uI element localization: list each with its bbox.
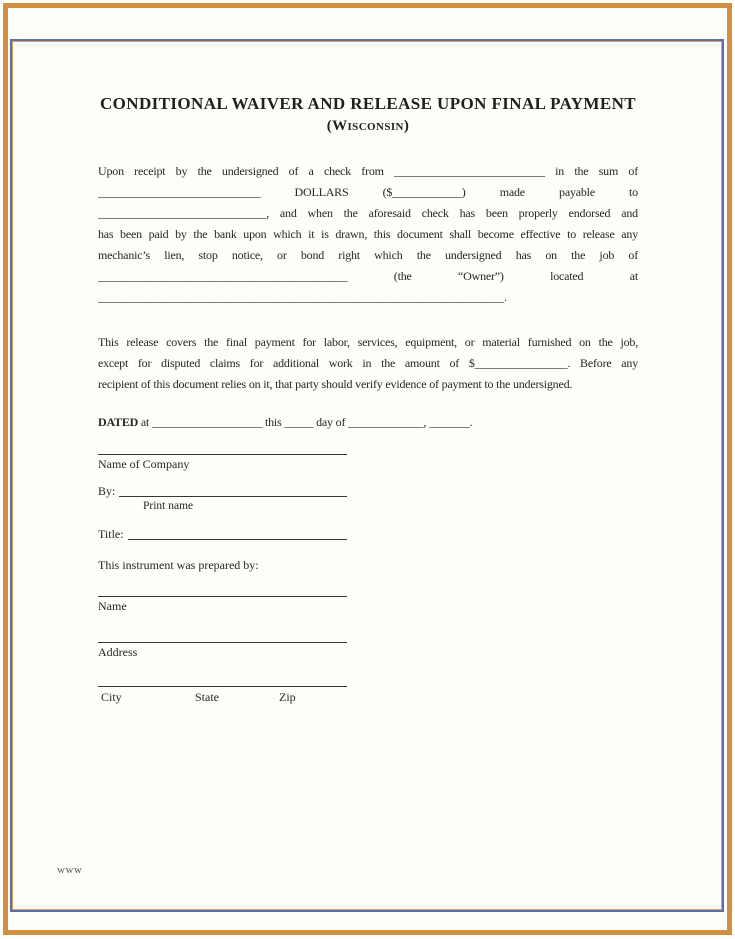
city-state-zip-labels	[98, 690, 347, 705]
paragraph1-line: ___________________________________________ (the “Owner”) located at	[98, 269, 638, 283]
title-row	[98, 527, 347, 542]
paragraph-coverage-statement	[98, 332, 638, 395]
watermark-text: www	[57, 864, 83, 876]
title-line	[128, 529, 347, 540]
by-signature-line	[119, 486, 347, 497]
name-of-company-label: Name of Company	[98, 457, 190, 471]
document-content	[98, 93, 638, 705]
address-line	[98, 642, 347, 643]
document-title: CONDITIONAL WAIVER AND RELEASE UPON FINAL PAYMENT	[100, 94, 636, 113]
print-name-label: Print name	[143, 500, 194, 512]
dated-label: DATED	[98, 415, 139, 429]
signature-block	[98, 454, 347, 705]
city-label: City	[101, 690, 122, 704]
dated-line	[98, 412, 638, 433]
paragraph1-line: ____________________________ DOLLARS ($____________) made payable to	[98, 185, 638, 199]
paragraph1-line: _____________________________, and when the aforesaid check has been properly endorsed and	[98, 206, 638, 220]
by-row	[98, 484, 347, 499]
prepared-by-label: This instrument was prepared by:	[98, 558, 259, 572]
paragraph1-line: has been paid by the bank upon which it is drawn, this document shall become effective to release any	[98, 227, 638, 241]
paragraph-release-terms	[98, 161, 638, 308]
company-signature-line	[98, 454, 347, 455]
document-subtitle: (Wisconsin)	[326, 118, 410, 134]
paragraph2-line: recipient of this document relies on it, that party should verify evidence of payment to the undersigned.	[98, 377, 573, 391]
zip-label: Zip	[279, 690, 296, 704]
address-label: Address	[98, 645, 138, 659]
paragraph1-line: mechanic’s lien, stop notice, or bond right which the undersigned has on the job of	[98, 248, 638, 262]
name-label: Name	[98, 599, 127, 613]
title-label: Title:	[98, 527, 124, 541]
name-line	[98, 596, 347, 597]
city-state-zip-line	[98, 686, 347, 687]
paragraph1-line: ______________________________________________________________________.	[98, 290, 507, 304]
by-label: By:	[98, 484, 116, 498]
dated-blanks: at ___________________ this _____ day of _____________, _______.	[138, 415, 473, 429]
paragraph2-line: This release covers the final payment for labor, services, equipment, or material furnished on the job,	[98, 335, 638, 349]
paragraph1-line: Upon receipt by the undersigned of a check from __________________________ in the sum of	[98, 164, 638, 178]
state-label: State	[195, 690, 219, 704]
paragraph2-line: except for disputed claims for additional work in the amount of $________________. Before any	[98, 356, 638, 370]
